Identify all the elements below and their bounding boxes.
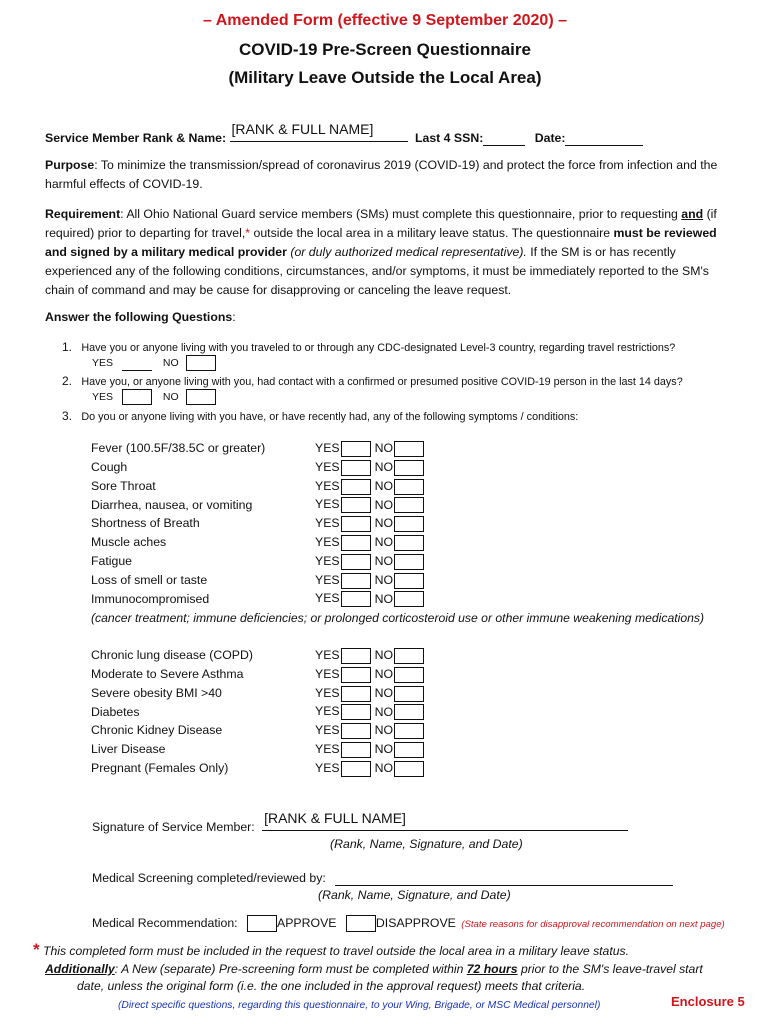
ssn-field[interactable] (483, 131, 525, 146)
requirement-label: Requirement (45, 207, 121, 221)
condition-yes-label: YES (315, 704, 340, 719)
symptom-yes-box[interactable] (341, 460, 371, 476)
footer-line-2 (45, 962, 703, 976)
symptom-yes-label: YES (315, 478, 340, 493)
question-1-number: 1. (62, 340, 73, 354)
symptom-label: Shortness of Breath (91, 516, 200, 531)
requirement-text-5: If the SM is or has recently experienced any of the following conditions, circumstances, and/or symptoms, it must be immediately reported to the SM's chain of command and may be cause for disapproving or canceling the leave request. (45, 245, 709, 297)
symptom-yes-label: YES (315, 591, 340, 606)
question-3-number: 3. (62, 409, 73, 423)
symptom-yes-box[interactable] (341, 535, 371, 551)
symptom-yes-label: YES (315, 441, 340, 456)
condition-row (91, 723, 424, 739)
footer-line-1-text: This completed form must be included in the request to travel outside the local area in a military leave status. (39, 944, 629, 958)
symptom-no-label: NO (374, 572, 394, 587)
immuno-note: (cancer treatment; immune deficiencies; or prolonged corticosteroid use or other immune weakening medications) (91, 611, 705, 625)
condition-no-box[interactable] (394, 686, 424, 702)
requirement-and: and (681, 207, 704, 221)
q1-yes-box[interactable] (122, 355, 152, 371)
symptom-yes-label: YES (315, 516, 340, 531)
signature-field[interactable] (262, 810, 628, 831)
condition-no-label: NO (374, 760, 394, 775)
condition-row (91, 742, 424, 758)
footer-additionally: Additionally (45, 962, 115, 976)
condition-row (91, 761, 424, 777)
condition-no-label: NO (374, 685, 394, 700)
symptom-label: Immunocompromised (91, 591, 210, 606)
answer-heading-colon: : (232, 310, 236, 324)
question-3 (62, 409, 578, 423)
symptom-yes-label: YES (315, 572, 340, 587)
purpose-paragraph (45, 156, 735, 194)
condition-no-label: NO (374, 723, 394, 738)
requirement-italic: (or duly authorized medical representative). (290, 245, 527, 259)
symptom-row (91, 479, 424, 495)
symptom-yes-label: YES (315, 553, 340, 568)
requirement-text-2: (if required) prior to departing for travel, (45, 207, 717, 240)
q1-no-label: NO (162, 356, 179, 369)
question-2-answers (92, 389, 216, 405)
form-title: COVID-19 Pre-Screen Questionnaire (239, 40, 531, 59)
symptom-no-label: NO (374, 553, 394, 568)
condition-yes-box[interactable] (341, 648, 371, 664)
medical-field[interactable] (335, 871, 673, 886)
answer-heading-text: Answer the following Questions (45, 310, 233, 324)
symptom-yes-box[interactable] (341, 516, 371, 532)
footer-line-3: date, unless the original form (i.e. the one included in the approval request) meets that criteria. (77, 979, 586, 993)
q2-yes-label: YES (92, 390, 114, 403)
rank-name-value: [RANK & FULL NAME] (231, 121, 374, 137)
condition-label: Pregnant (Females Only) (91, 760, 229, 775)
condition-label: Diabetes (91, 704, 140, 719)
rank-name-field[interactable] (230, 121, 408, 142)
condition-label: Chronic lung disease (COPD) (91, 648, 253, 663)
medical-caption: (Rank, Name, Signature, and Date) (318, 888, 511, 902)
question-2-number: 2. (62, 374, 73, 388)
symptom-label: Fever (100.5F/38.5C or greater) (91, 441, 266, 456)
condition-yes-label: YES (315, 742, 340, 757)
symptom-no-label: NO (374, 497, 394, 512)
condition-yes-box[interactable] (341, 667, 371, 683)
symptom-no-box[interactable] (394, 516, 424, 532)
condition-no-box[interactable] (394, 704, 424, 720)
approve-box[interactable] (247, 915, 277, 932)
direct-questions-note: (Direct specific questions, regarding this questionnaire, to your Wing, Brigade, or MSC Medical personnel) (118, 1000, 601, 1011)
requirement-asterisk: * (245, 226, 251, 240)
symptom-no-label: NO (374, 535, 394, 550)
medical-label: Medical Screening completed/reviewed by: (92, 871, 326, 885)
condition-label: Moderate to Severe Asthma (91, 666, 244, 681)
symptom-label: Muscle aches (91, 535, 167, 550)
question-3-text: Do you or anyone living with you have, or have recently had, any of the following symptoms / conditions: (81, 411, 579, 423)
q1-no-box[interactable] (186, 355, 216, 371)
condition-row (91, 686, 424, 702)
disapproval-note: (State reasons for disapproval recommendation on next page) (461, 918, 725, 930)
symptom-no-box[interactable] (394, 497, 424, 513)
ssn-label: Last 4 SSN: (414, 131, 484, 145)
symptom-yes-box[interactable] (341, 479, 371, 495)
symptom-label: Diarrhea, nausea, or vomiting (91, 497, 253, 512)
question-1-answers (92, 355, 216, 371)
signature-value: [RANK & FULL NAME] (264, 810, 406, 826)
symptom-no-label: NO (374, 591, 394, 606)
condition-no-box[interactable] (394, 761, 424, 777)
symptom-no-label: NO (374, 441, 394, 456)
signature-row (92, 810, 628, 834)
rank-name-label: Service Member Rank & Name: (45, 131, 227, 145)
condition-yes-label: YES (315, 760, 340, 775)
symptom-row (91, 591, 424, 607)
amended-notice: – Amended Form (effective 9 September 2020) – (203, 12, 567, 29)
symptom-label: Cough (91, 459, 128, 474)
approve-label: APPROVE (277, 915, 337, 930)
condition-no-box[interactable] (394, 723, 424, 739)
form-subtitle: (Military Leave Outside the Local Area) (228, 68, 542, 87)
symptom-no-label: NO (374, 516, 394, 531)
date-field[interactable] (565, 131, 643, 146)
condition-no-box[interactable] (394, 667, 424, 683)
symptom-row (91, 516, 424, 532)
condition-no-box[interactable] (394, 742, 424, 758)
symptom-yes-box[interactable] (341, 573, 371, 589)
question-1-text: Have you or anyone living with you traveled to or through any CDC-designated Level-3 country, regarding travel restrictions? (81, 342, 676, 354)
condition-no-label: NO (374, 704, 394, 719)
symptom-no-label: NO (374, 478, 394, 493)
requirement-must: must be reviewed and signed by a military medical provider (45, 226, 717, 259)
symptom-label: Sore Throat (91, 478, 156, 493)
condition-no-box[interactable] (394, 648, 424, 664)
condition-yes-label: YES (315, 723, 340, 738)
symptom-label: Loss of smell or taste (91, 572, 208, 587)
symptom-no-box[interactable] (394, 460, 424, 476)
q2-no-box[interactable] (186, 389, 216, 405)
question-2 (62, 374, 683, 388)
symptom-no-box[interactable] (394, 591, 424, 607)
condition-yes-label: YES (315, 666, 340, 681)
condition-yes-box[interactable] (341, 686, 371, 702)
q2-yes-box[interactable] (122, 389, 152, 405)
question-2-text: Have you, or anyone living with you, had contact with a confirmed or presumed positive COVID-19 person in the last 14 days? (81, 376, 683, 388)
symptom-yes-box[interactable] (341, 441, 371, 457)
footer-72-hours: 72 hours (466, 962, 518, 976)
signature-caption: (Rank, Name, Signature, and Date) (330, 837, 523, 851)
symptom-row (91, 460, 424, 476)
symptom-no-box[interactable] (394, 554, 424, 570)
answer-heading (45, 310, 236, 324)
condition-label: Severe obesity BMI >40 (91, 685, 222, 700)
footer-line-2a: : A New (separate) Pre-screening form must be completed within (114, 962, 467, 976)
condition-row (91, 667, 424, 683)
symptom-row (91, 441, 424, 457)
condition-no-label: NO (374, 666, 394, 681)
condition-yes-box[interactable] (341, 723, 371, 739)
q2-no-label: NO (162, 390, 179, 403)
condition-no-label: NO (374, 648, 394, 663)
condition-yes-label: YES (315, 685, 340, 700)
symptom-no-box[interactable] (394, 573, 424, 589)
footer-line-2b: prior to the SM's leave-travel start (517, 962, 703, 976)
condition-label: Chronic Kidney Disease (91, 723, 223, 738)
symptom-yes-label: YES (315, 459, 340, 474)
condition-row (91, 648, 424, 664)
symptom-no-box[interactable] (394, 479, 424, 495)
date-label: Date: (534, 131, 566, 145)
recommendation-row (92, 915, 725, 932)
symptom-label: Fatigue (91, 553, 133, 568)
symptom-no-box[interactable] (394, 441, 424, 457)
symptom-yes-label: YES (315, 497, 340, 512)
symptom-row (91, 535, 424, 551)
condition-label: Liver Disease (91, 742, 166, 757)
symptom-yes-label: YES (315, 535, 340, 550)
footer-line-1 (33, 940, 629, 960)
condition-row (91, 704, 424, 720)
symptom-yes-box[interactable] (341, 497, 371, 513)
q1-yes-label: YES (92, 356, 114, 369)
question-1 (62, 340, 675, 354)
requirement-paragraph (45, 205, 735, 300)
info-line (45, 121, 643, 146)
symptom-no-box[interactable] (394, 535, 424, 551)
symptom-yes-box[interactable] (341, 554, 371, 570)
purpose-label: Purpose (45, 158, 95, 172)
signature-label: Signature of Service Member: (92, 820, 255, 834)
requirement-text-3: outside the local area in a military leave status. The questionnaire (250, 226, 614, 240)
medical-row (92, 871, 673, 886)
requirement-text-1: : All Ohio National Guard service members (SMs) must complete this questionnaire, prior to requesting (120, 207, 682, 221)
recommendation-label: Medical Recommendation: (92, 915, 238, 930)
symptom-row (91, 554, 424, 570)
enclosure-label: Enclosure 5 (671, 994, 745, 1009)
condition-no-label: NO (374, 742, 394, 757)
condition-yes-box[interactable] (341, 704, 371, 720)
symptom-no-label: NO (374, 459, 394, 474)
purpose-text: : To minimize the transmission/spread of coronavirus 2019 (COVID-19) and protect the force from infection and the harmful effects of COVID-19. (45, 158, 718, 191)
symptom-row (91, 573, 424, 589)
disapprove-label: DISAPPROVE (375, 915, 456, 930)
symptom-yes-box[interactable] (341, 591, 371, 607)
condition-yes-box[interactable] (341, 742, 371, 758)
condition-yes-label: YES (315, 648, 340, 663)
condition-yes-box[interactable] (341, 761, 371, 777)
disapprove-box[interactable] (346, 915, 376, 932)
footer-asterisk: * (33, 940, 40, 959)
symptom-row (91, 497, 424, 513)
